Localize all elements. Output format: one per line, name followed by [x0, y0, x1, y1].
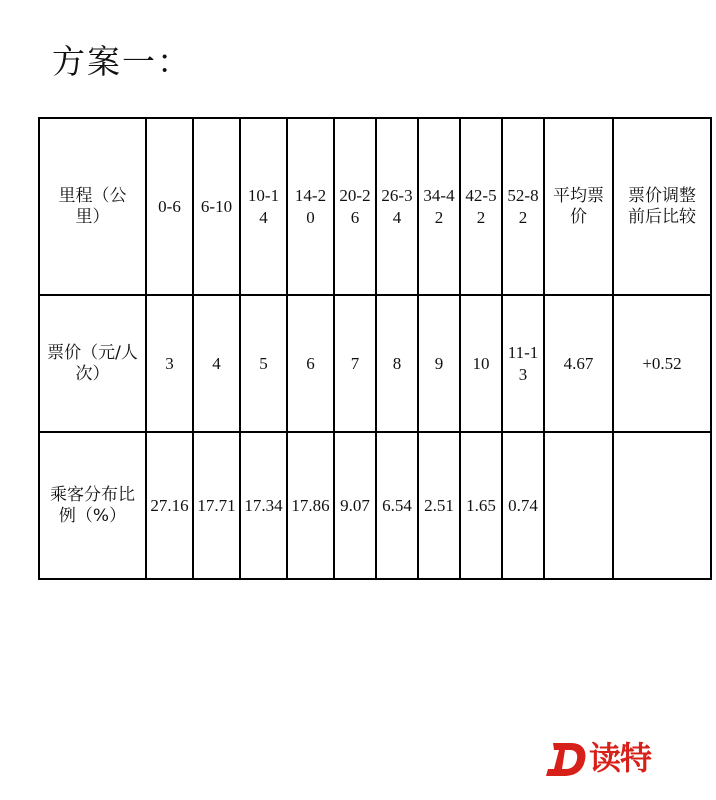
change-value: +0.52 — [613, 295, 711, 432]
distribution-cell: 0.74 — [502, 432, 544, 579]
dute-logo — [545, 735, 675, 783]
fare-cell: 11-13 — [502, 295, 544, 432]
change-header: 票价调整前后比较 — [613, 118, 711, 295]
fare-cell: 7 — [334, 295, 376, 432]
distribution-cell: 17.71 — [193, 432, 240, 579]
fare-cell: 3 — [146, 295, 193, 432]
distance-band-cell: 42-52 — [460, 118, 502, 295]
fare-cell: 4 — [193, 295, 240, 432]
distribution-cell: 6.54 — [376, 432, 418, 579]
table-row-fare — [39, 295, 711, 432]
row-header-fare: 票价（元/人次） — [39, 295, 146, 432]
distribution-cell: 1.65 — [460, 432, 502, 579]
page-title: 方案一： — [52, 42, 192, 81]
logo-text: 读特 — [589, 739, 652, 777]
table-row-distribution — [39, 432, 711, 579]
fare-cell: 6 — [287, 295, 334, 432]
distance-band-cell: 26-34 — [376, 118, 418, 295]
distribution-cell: 17.34 — [240, 432, 287, 579]
row-header-distance: 里程（公里） — [39, 118, 146, 295]
table-row-distance — [39, 118, 711, 295]
distance-band-cell: 34-42 — [418, 118, 460, 295]
distance-band-cell: 6-10 — [193, 118, 240, 295]
fare-cell: 8 — [376, 295, 418, 432]
distance-band-cell: 52-82 — [502, 118, 544, 295]
empty-cell — [613, 432, 711, 579]
fare-cell: 10 — [460, 295, 502, 432]
distribution-cell: 27.16 — [146, 432, 193, 579]
distance-band-cell: 20-26 — [334, 118, 376, 295]
fare-table — [38, 117, 712, 580]
distance-band-cell: 14-20 — [287, 118, 334, 295]
distance-band-cell: 10-14 — [240, 118, 287, 295]
avg-fare-header: 平均票价 — [544, 118, 613, 295]
distribution-cell: 9.07 — [334, 432, 376, 579]
avg-fare-value: 4.67 — [544, 295, 613, 432]
distance-band-cell: 0-6 — [146, 118, 193, 295]
fare-cell: 5 — [240, 295, 287, 432]
logo-d-icon — [545, 739, 589, 779]
distribution-cell: 17.86 — [287, 432, 334, 579]
distribution-cell: 2.51 — [418, 432, 460, 579]
fare-cell: 9 — [418, 295, 460, 432]
row-header-distribution: 乘客分布比例（%） — [39, 432, 146, 579]
empty-cell — [544, 432, 613, 579]
